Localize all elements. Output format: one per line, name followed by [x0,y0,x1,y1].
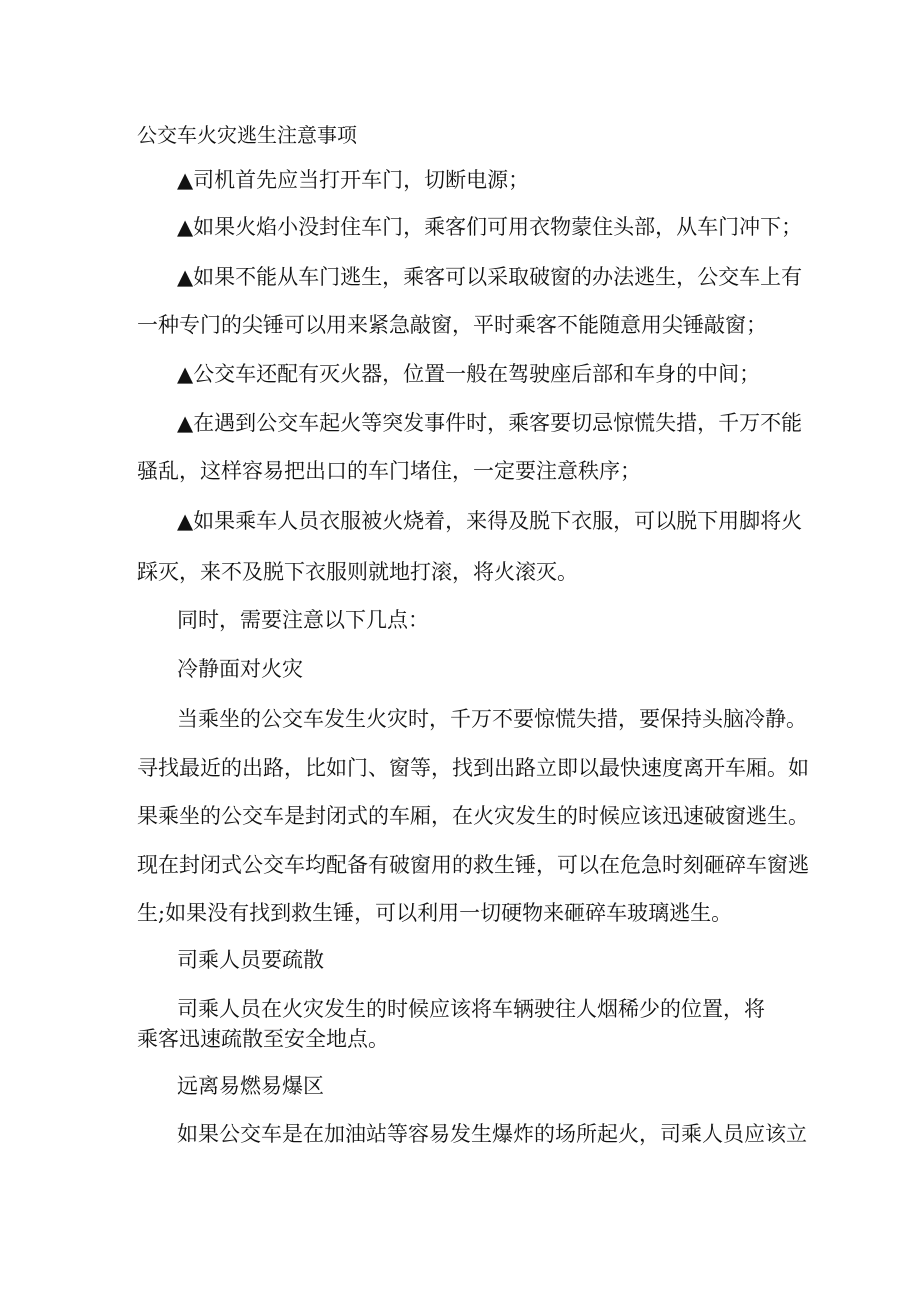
bullet-line-5: ▲在遇到公交车起火等突发事件时，乘客要切忌惊慌失措，千万不能 [177,411,803,435]
subheading-evacuate: 司乘人员要疏散 [177,948,324,972]
bullet-line-4: ▲公交车还配有灭火器，位置一般在驾驶座后部和车身的中间； [177,362,761,386]
bullet-line-2: ▲如果火焰小没封住车门，乘客们可用衣物蒙住头部，从车门冲下； [177,215,803,239]
bullet-line-6: ▲如果乘车人员衣服被火烧着，来得及脱下衣服，可以脱下用脚将火 [177,509,803,533]
paragraph-calm-line-1: 当乘坐的公交车发生火灾时，千万不要惊慌失措，要保持头脑冷静。 [177,707,807,731]
paragraph-calm-line-3: 果乘坐的公交车是封闭式的车厢，在火灾发生的时候应该迅速破窗逃生。 [137,804,809,828]
bullet-line-6-cont: 踩灭，来不及脱下衣服则就地打滚，将火滚灭。 [137,560,578,584]
paragraph-calm-line-5: 生;如果没有找到救生锤，可以利用一切硬物来砸碎车玻璃逃生。 [137,901,733,925]
subheading-explosive-zone: 远离易燃易爆区 [177,1074,324,1098]
paragraph-calm-line-2: 寻找最近的出路，比如门、窗等，找到出路立即以最快速度离开车厢。如 [137,756,809,780]
intro-line: 同时，需要注意以下几点： [177,608,429,632]
paragraph-explosive-line-1: 如果公交车是在加油站等容易发生爆炸的场所起火，司乘人员应该立 [177,1122,807,1146]
bullet-line-3: ▲如果不能从车门逃生，乘客可以采取破窗的办法逃生，公交车上有 [177,265,803,289]
paragraph-evacuate-line-2: 乘客迅速疏散至安全地点。 [137,1027,389,1051]
bullet-line-3-cont: 一种专门的尖锤可以用来紧急敲窗，平时乘客不能随意用尖锤敲窗； [137,313,767,337]
paragraph-calm-line-4: 现在封闭式公交车均配备有破窗用的救生锤，可以在危急时刻砸碎车窗逃 [137,853,809,877]
paragraph-evacuate-line-1: 司乘人员在火灾发生的时候应该将车辆驶往人烟稀少的位置，将 [177,997,765,1021]
subheading-calm: 冷静面对火灾 [177,657,303,681]
bullet-line-5-cont: 骚乱，这样容易把出口的车门堵住，一定要注意秩序； [137,459,641,483]
bullet-line-1: ▲司机首先应当打开车门，切断电源； [177,168,530,192]
document-title: 公交车火灾逃生注意事项 [137,123,357,147]
